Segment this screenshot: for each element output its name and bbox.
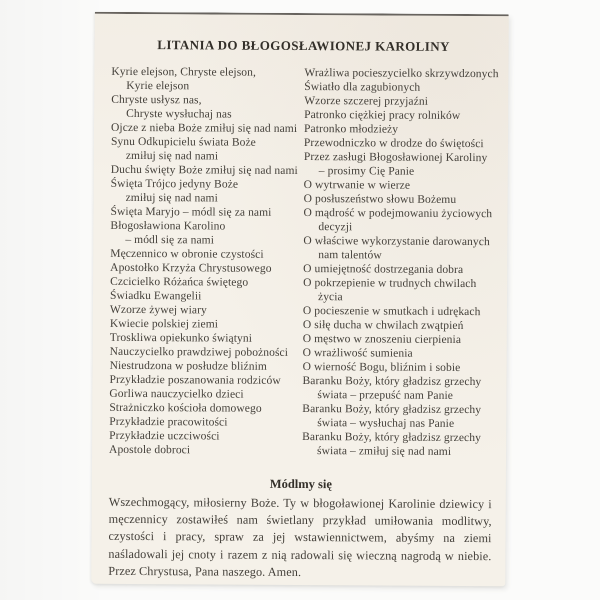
litany-line: Baranku Boży, który gładzisz grzechy bbox=[302, 403, 482, 417]
litany-line: Kyrie elejson, Chryste elejson, bbox=[111, 65, 257, 79]
litany-line: decyzji bbox=[318, 221, 353, 234]
litany-line: nam talentów bbox=[318, 249, 382, 262]
litany-right-column bbox=[301, 66, 499, 459]
litany-line: O wierność Bogu, bliźnim i sobie bbox=[302, 361, 461, 374]
litany-line: życia bbox=[317, 291, 343, 304]
litany-line: O pokrzepienie w trudnych chwilach bbox=[303, 277, 477, 291]
litany-line: Przykładzie uczciwości bbox=[109, 429, 220, 443]
litany-line: O umiejętność dostrzegania dobra bbox=[303, 263, 464, 276]
litany-line: O mądrość w podejmowaniu życiowych bbox=[303, 207, 493, 221]
litany-line: Strażniczko kościoła domowego bbox=[109, 401, 262, 415]
litany-line: świata – wysłuchaj nas Panie bbox=[317, 417, 455, 430]
litany-line: Światło dla zagubionych bbox=[304, 81, 421, 94]
litany-line: Świadku Ewangelii bbox=[109, 289, 202, 303]
prayer-text: Wszechmogący, miłosierny Boże. Ty w błogoławionej Karolinie dziewicy i męczennicy zostawiłeś nam świetlany przykład umiłowania modlitwy, czystości i pracy, spraw za jej wstawiennictwem, abyśmy na ziemi naśladowali jej cnoty i razem z nią radowali się wieczną nagrodą w niebie. Przez Chrystusa, Pana naszego. Amen. bbox=[108, 494, 492, 579]
litany-line: Kyrie elejson bbox=[126, 79, 190, 93]
litany-line: Gorliwa nauczycielko dzieci bbox=[109, 387, 244, 401]
litany-line: Baranku Boży, który gładzisz grzechy bbox=[302, 375, 482, 389]
litany-line: Przykładzie poszanowania rodziców bbox=[109, 373, 281, 387]
litany-line: Czcicielko Różańca świętego bbox=[110, 275, 249, 289]
litany-line: O męstwo w znoszeniu cierpienia bbox=[302, 333, 462, 346]
litany-line: Wzorze szczerej przyjaźni bbox=[304, 95, 429, 108]
litany-line: O wytrwanie w wierze bbox=[303, 179, 411, 192]
prayer-card-content bbox=[91, 14, 508, 587]
litany-line: Apostołko Krzyża Chrystusowego bbox=[110, 261, 272, 275]
litany-line: Apostole dobroci bbox=[109, 443, 191, 457]
litany-line: Chryste usłysz nas, bbox=[111, 93, 202, 107]
litany-line: Przykładzie pracowitości bbox=[109, 415, 228, 429]
litany-line: Synu Odkupicielu świata Boże bbox=[110, 135, 256, 149]
litany-line: Męczennico w obronie czystości bbox=[110, 247, 264, 261]
litany-line: Święta Trójco jedyny Boże bbox=[110, 177, 239, 191]
litany-line: – prosimy Cię Panie bbox=[318, 165, 415, 178]
litany-title: LITANIA DO BŁOGOSŁAWIONEJ KAROLINY bbox=[157, 37, 450, 54]
litany-line: Przewodniczko w drodze do świętości bbox=[303, 137, 484, 151]
litany-line: O wrażliwość sumienia bbox=[302, 347, 413, 360]
prayer-heading: Módlmy się bbox=[269, 476, 332, 492]
litany-line: Patronko ciężkiej pracy rolników bbox=[304, 109, 461, 122]
litany-line: Wrażliwa pocieszycielko skrzywdzonych bbox=[304, 67, 499, 81]
litany-line: O siłę ducha w chwilach zwątpień bbox=[302, 319, 464, 332]
litany-columns bbox=[109, 65, 499, 459]
litany-line: Troskliwa opiekunko świątyni bbox=[109, 331, 253, 345]
prayer-card bbox=[91, 12, 508, 587]
litany-line: Duchu święty Boże zmiłuj się nad nami bbox=[110, 163, 298, 177]
litany-line: O posłuszeństwo słowu Bożemu bbox=[303, 193, 457, 206]
litany-line: Patronko młodzieży bbox=[304, 123, 399, 136]
litany-line: Kwiecie polskiej ziemi bbox=[109, 317, 219, 331]
litany-line: – módl się za nami bbox=[125, 233, 215, 247]
litany-line: zmiłuj się nad nami bbox=[125, 149, 219, 163]
litany-left-column bbox=[109, 65, 303, 458]
litany-line: świata – przepuść nam Panie bbox=[317, 389, 453, 402]
litany-line: zmiłuj się nad nami bbox=[125, 191, 218, 205]
litany-line: Święta Maryjo – módl się za nami bbox=[110, 205, 272, 219]
litany-line: Błogosławiona Karolino bbox=[110, 219, 226, 233]
litany-line: Wzorze żywej wiary bbox=[109, 303, 207, 317]
litany-line: O właściwe wykorzystanie darowanych bbox=[303, 235, 490, 249]
litany-line: Niestrudzona w posłudze bliźnim bbox=[109, 359, 267, 373]
litany-line: Baranku Boży, który gładzisz grzechy bbox=[302, 431, 482, 445]
litany-line: świata – zmiłuj się nad nami bbox=[317, 445, 452, 458]
litany-line: Nauczycielko prawdziwej pobożności bbox=[109, 345, 289, 359]
litany-line: O pocieszenie w smutkach i udrękach bbox=[302, 305, 481, 319]
litany-line: Chryste wysłuchaj nas bbox=[126, 107, 232, 121]
litany-line: Ojcze z nieba Boże zmiłuj się nad nami bbox=[111, 121, 298, 135]
litany-line: Przez zasługi Błogosławionej Karoliny bbox=[303, 151, 488, 165]
